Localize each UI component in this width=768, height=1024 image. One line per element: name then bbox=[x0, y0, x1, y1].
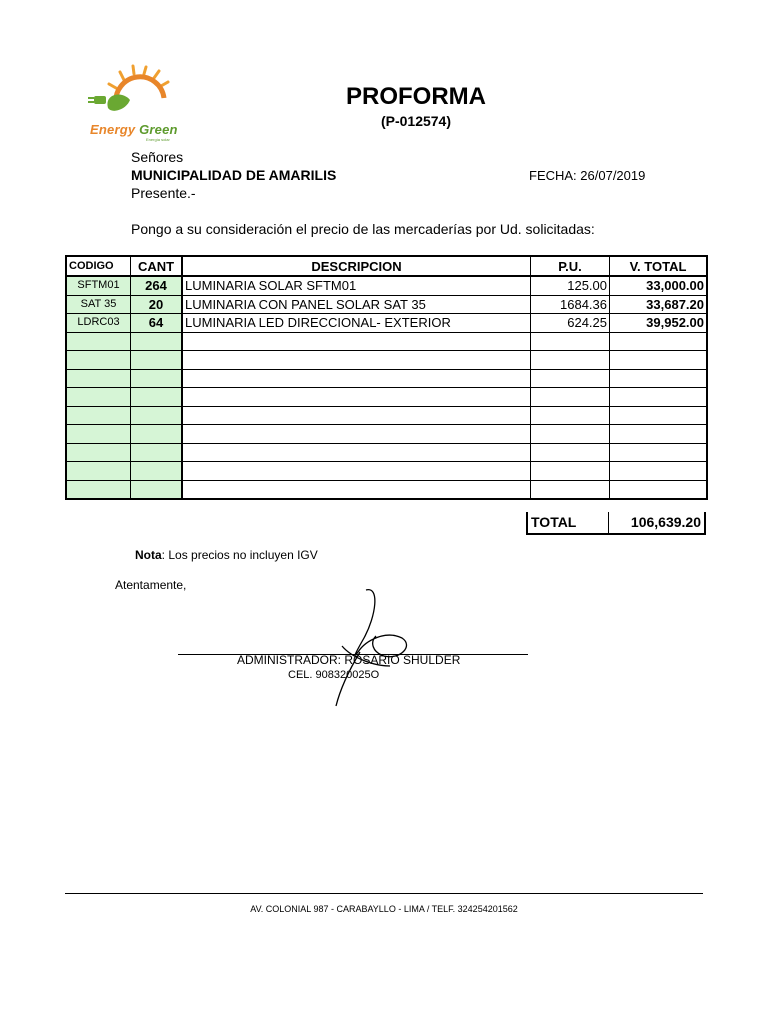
cell-descripcion: LUMINARIA SOLAR SFTM01 bbox=[182, 276, 531, 295]
total-label: TOTAL bbox=[528, 512, 609, 533]
cell-cant: 264 bbox=[131, 276, 183, 295]
table-row bbox=[66, 276, 707, 295]
footer-address: AV. COLONIAL 987 - CARABAYLLO - LIMA / TELF. 324254201562 bbox=[250, 904, 518, 914]
header-cant: CANT bbox=[131, 256, 183, 276]
table-row bbox=[66, 295, 707, 314]
logo-wordmark: Energy Green bbox=[90, 122, 178, 137]
cell-vtotal: 33,687.20 bbox=[610, 295, 708, 314]
cell-pu: 624.25 bbox=[531, 314, 610, 333]
empty-row bbox=[66, 388, 707, 407]
table-row bbox=[66, 314, 707, 333]
closing-text: Atentamente, bbox=[115, 578, 187, 592]
header-pu: P.U. bbox=[531, 256, 610, 276]
header-vtotal: V. TOTAL bbox=[610, 256, 708, 276]
header-descripcion: DESCRIPCION bbox=[182, 256, 531, 276]
signatory-name: ADMINISTRADOR: ROSARIO SHULDER bbox=[237, 653, 461, 667]
empty-row bbox=[66, 351, 707, 370]
cell-codigo: LDRC03 bbox=[66, 314, 131, 333]
cell-codigo: SFTM01 bbox=[66, 276, 131, 295]
empty-row bbox=[66, 406, 707, 425]
handwritten-signature bbox=[330, 586, 420, 710]
note-text: : Los precios no incluyen IGV bbox=[161, 548, 318, 562]
cell-descripcion: LUMINARIA LED DIRECCIONAL- EXTERIOR bbox=[182, 314, 531, 333]
total-value: 106,639.20 bbox=[630, 514, 701, 530]
table-header-row bbox=[66, 256, 707, 276]
cell-pu: 1684.36 bbox=[531, 295, 610, 314]
cell-vtotal: 39,952.00 bbox=[610, 314, 708, 333]
cell-descripcion: LUMINARIA CON PANEL SOLAR SAT 35 bbox=[182, 295, 531, 314]
salutation: Señores bbox=[131, 149, 184, 165]
empty-row bbox=[66, 480, 707, 499]
empty-row bbox=[66, 443, 707, 462]
signatory-phone: CEL. 908320025O bbox=[288, 669, 380, 681]
cell-cant: 64 bbox=[131, 314, 183, 333]
empty-row bbox=[66, 369, 707, 388]
cell-vtotal: 33,000.00 bbox=[610, 276, 708, 295]
logo-tagline: Energía solar bbox=[146, 137, 170, 142]
cell-cant: 20 bbox=[131, 295, 183, 314]
footer-divider bbox=[65, 893, 703, 894]
empty-row bbox=[66, 462, 707, 481]
document-title: PROFORMA bbox=[346, 83, 486, 110]
total-box bbox=[526, 512, 706, 535]
empty-row bbox=[66, 332, 707, 351]
header-codigo: CODIGO bbox=[66, 256, 131, 276]
cell-pu: 125.00 bbox=[531, 276, 610, 295]
document-number: (P-012574) bbox=[380, 113, 452, 129]
cell-codigo: SAT 35 bbox=[66, 295, 131, 314]
note bbox=[135, 548, 318, 562]
empty-row bbox=[66, 425, 707, 444]
recipient-name: MUNICIPALIDAD DE AMARILIS bbox=[131, 167, 337, 183]
items-table bbox=[65, 255, 708, 500]
note-label: Nota bbox=[135, 548, 162, 562]
document-date: FECHA: 26/07/2019 bbox=[529, 168, 646, 183]
presente-label: Presente.- bbox=[131, 185, 196, 201]
intro-text: Pongo a su consideración el precio de las mercaderías por Ud. solicitadas: bbox=[131, 221, 595, 237]
